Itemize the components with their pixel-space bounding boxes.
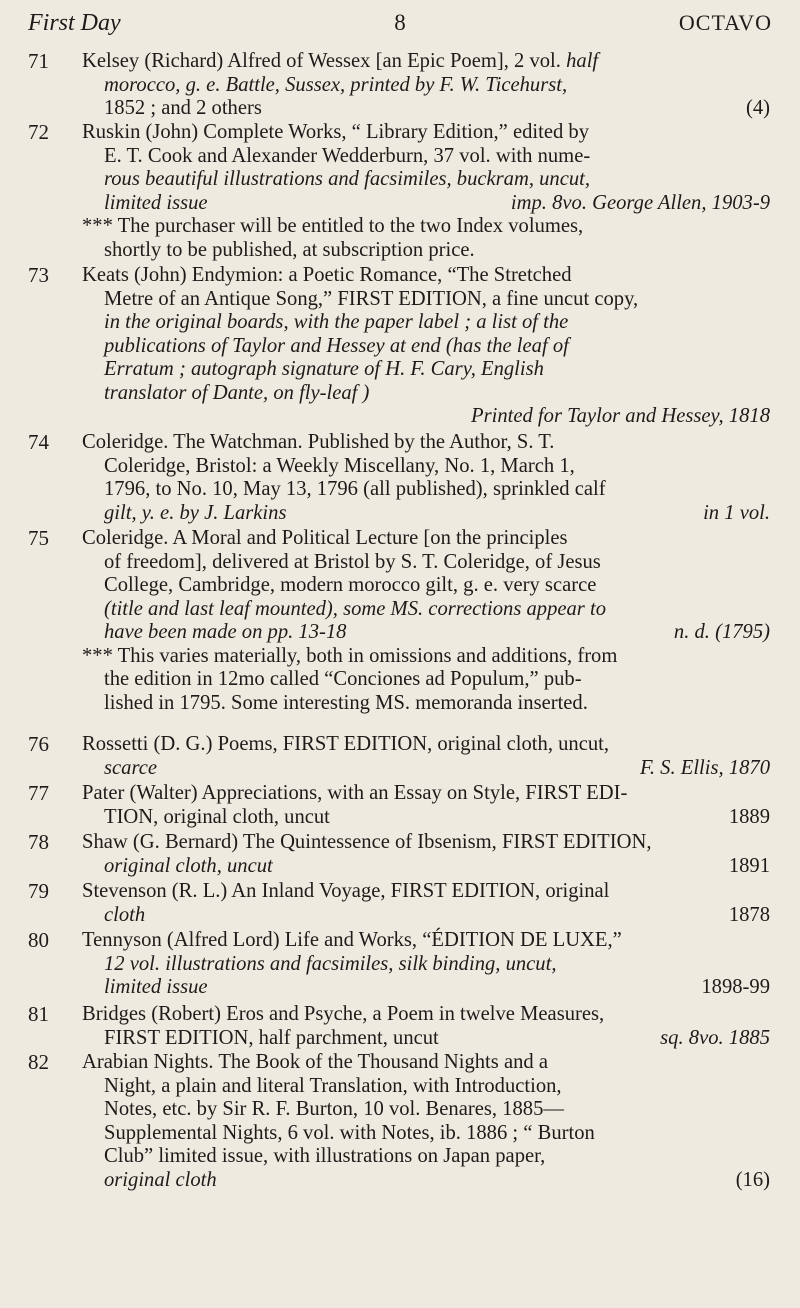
lot-entry bbox=[28, 1003, 770, 1050]
lot-entry bbox=[28, 733, 770, 780]
entry-text: half bbox=[566, 50, 599, 72]
entry-text: Club” limited issue, with illustrations on Japan paper, bbox=[104, 1145, 546, 1167]
lot-number: 73 bbox=[28, 263, 49, 287]
lot-entry bbox=[28, 264, 770, 429]
entry-note: shortly to be published, at subscription price. bbox=[104, 238, 475, 261]
imprint: Printed for Taylor and Hessey, 1818 bbox=[471, 405, 770, 427]
entry-text: Arabian Nights. The Book of the Thousand Nights and a bbox=[82, 1051, 548, 1073]
imprint: F. S. Ellis, 1870 bbox=[639, 756, 770, 779]
entry-text: TION, original cloth, uncut bbox=[104, 805, 330, 828]
entry-text: rous beautiful illustrations and facsimiles, buckram, uncut, bbox=[104, 168, 591, 190]
entry-text: Kelsey (Richard) Alfred of Wessex [an Epic Poem], 2 vol. bbox=[82, 50, 561, 72]
entry-text: 12 vol. illustrations and facsimiles, silk binding, uncut, bbox=[104, 952, 557, 975]
entry-text: FIRST EDITION, half parchment, uncut bbox=[104, 1026, 439, 1049]
lot-entry bbox=[28, 880, 770, 927]
entry-text: Coleridge. The Watchman. Published by the Author, S. T. bbox=[82, 431, 555, 453]
entry-text: translator of Dante, on fly-leaf ) bbox=[104, 381, 370, 404]
lot-entry bbox=[28, 431, 770, 525]
entry-text: Ruskin (John) Complete Works, “ Library Edition,” edited by bbox=[82, 121, 589, 143]
lot-number: 77 bbox=[28, 781, 49, 805]
entry-text: Coleridge. A Moral and Political Lecture [on the principles bbox=[82, 527, 568, 549]
entry-text: original cloth bbox=[104, 1168, 217, 1191]
lot-entry bbox=[28, 527, 770, 715]
entry-text: Night, a plain and literal Translation, with Introduction, bbox=[104, 1074, 562, 1097]
entry-note: *** This varies materially, both in omissions and additions, from bbox=[82, 644, 618, 667]
lot-number: 78 bbox=[28, 830, 49, 854]
lot-number: 71 bbox=[28, 49, 49, 73]
lot-number: 76 bbox=[28, 732, 49, 756]
lot-number: 80 bbox=[28, 928, 49, 952]
entry-text: Keats (John) Endymion: a Poetic Romance, “The Stretched bbox=[82, 264, 572, 286]
entry-text: publications of Taylor and Hessey at end (has the leaf of bbox=[104, 334, 569, 357]
entry-text: cloth bbox=[104, 903, 146, 926]
entry-text: (title and last leaf mounted), some MS. corrections appear to bbox=[104, 597, 606, 620]
entry-text: Stevenson (R. L.) An Inland Voyage, FIRST EDITION, original bbox=[82, 880, 610, 902]
lot-number: 79 bbox=[28, 879, 49, 903]
imprint: n. d. (1795) bbox=[673, 621, 770, 643]
entry-text: limited issue bbox=[104, 191, 208, 214]
imprint: 1878 bbox=[728, 903, 770, 926]
entry-text: have been made on pp. 13-18 bbox=[104, 621, 347, 643]
entry-text: 1852 ; and 2 others bbox=[104, 97, 262, 119]
entry-text: Bridges (Robert) Eros and Psyche, a Poem in twelve Measures, bbox=[82, 1003, 605, 1025]
page-number: 8 bbox=[394, 10, 406, 35]
lot-entry bbox=[28, 782, 770, 829]
imprint: 1898-99 bbox=[701, 976, 770, 998]
entry-text: E. T. Cook and Alexander Wedderburn, 37 vol. with nume- bbox=[104, 144, 591, 167]
imprint: imp. 8vo. George Allen, 1903-9 bbox=[510, 191, 770, 214]
entry-text: in the original boards, with the paper label ; a list of the bbox=[104, 311, 569, 333]
imprint: 1889 bbox=[728, 805, 770, 828]
entry-text: original cloth, uncut bbox=[104, 854, 273, 877]
entry-note: *** The purchaser will be entitled to the two Index volumes, bbox=[82, 215, 584, 237]
header-day: First Day bbox=[28, 10, 121, 36]
entry-text: Tennyson (Alfred Lord) Life and Works, “ÉDITION DE LUXE,” bbox=[82, 929, 622, 951]
lot-count: (4) bbox=[745, 97, 770, 119]
entry-note: lished in 1795. Some interesting MS. memoranda inserted. bbox=[104, 691, 588, 714]
lot-entry bbox=[28, 50, 770, 121]
lot-number: 74 bbox=[28, 430, 49, 454]
entry-text: Notes, etc. by Sir R. F. Burton, 10 vol. Benares, 1885— bbox=[104, 1098, 564, 1120]
lot-number: 81 bbox=[28, 1002, 49, 1026]
lot-number: 82 bbox=[28, 1050, 49, 1074]
entry-text: of freedom], delivered at Bristol by S. T. Coleridge, of Jesus bbox=[104, 550, 601, 573]
entry-text: Metre of an Antique Song,” FIRST EDITION, a fine uncut copy, bbox=[104, 287, 639, 310]
entry-text: Coleridge, Bristol: a Weekly Miscellany, No. 1, March 1, bbox=[104, 454, 575, 477]
entry-text: morocco, g. e. Battle, Sussex, printed by F. W. Ticehurst, bbox=[104, 73, 568, 96]
lot-number: 75 bbox=[28, 526, 49, 550]
entry-text: scarce bbox=[104, 756, 157, 779]
lot-entry bbox=[28, 121, 770, 262]
entry-text: Shaw (G. Bernard) The Quintessence of Ibsenism, FIRST EDITION, bbox=[82, 831, 652, 853]
page-header bbox=[28, 10, 772, 44]
entry-text: limited issue bbox=[104, 976, 208, 998]
lot-number: 72 bbox=[28, 120, 49, 144]
entry-text: 1796, to No. 10, May 13, 1796 (all published), sprinkled calf bbox=[104, 478, 606, 500]
lot-count: (16) bbox=[735, 1168, 770, 1191]
entry-text: Pater (Walter) Appreciations, with an Essay on Style, FIRST EDI- bbox=[82, 782, 628, 804]
lot-entry bbox=[28, 1051, 770, 1192]
lot-entry bbox=[28, 831, 770, 878]
lot-count: in 1 vol. bbox=[703, 501, 770, 524]
imprint: sq. 8vo. 1885 bbox=[660, 1026, 770, 1049]
lot-entry bbox=[28, 929, 770, 1000]
header-format: OCTAVO bbox=[678, 10, 772, 35]
entry-text: Supplemental Nights, 6 vol. with Notes, ib. 1886 ; “ Burton bbox=[104, 1121, 595, 1144]
entry-text: College, Cambridge, modern morocco gilt, g. e. very scarce bbox=[104, 574, 597, 596]
entry-text: Rossetti (D. G.) Poems, FIRST EDITION, original cloth, uncut, bbox=[82, 733, 610, 755]
entry-text: gilt, y. e. by J. Larkins bbox=[104, 501, 287, 524]
entry-note: the edition in 12mo called “Conciones ad Populum,” pub- bbox=[104, 668, 582, 690]
entry-text: Erratum ; autograph signature of H. F. Cary, English bbox=[104, 358, 544, 380]
imprint: 1891 bbox=[728, 854, 770, 877]
